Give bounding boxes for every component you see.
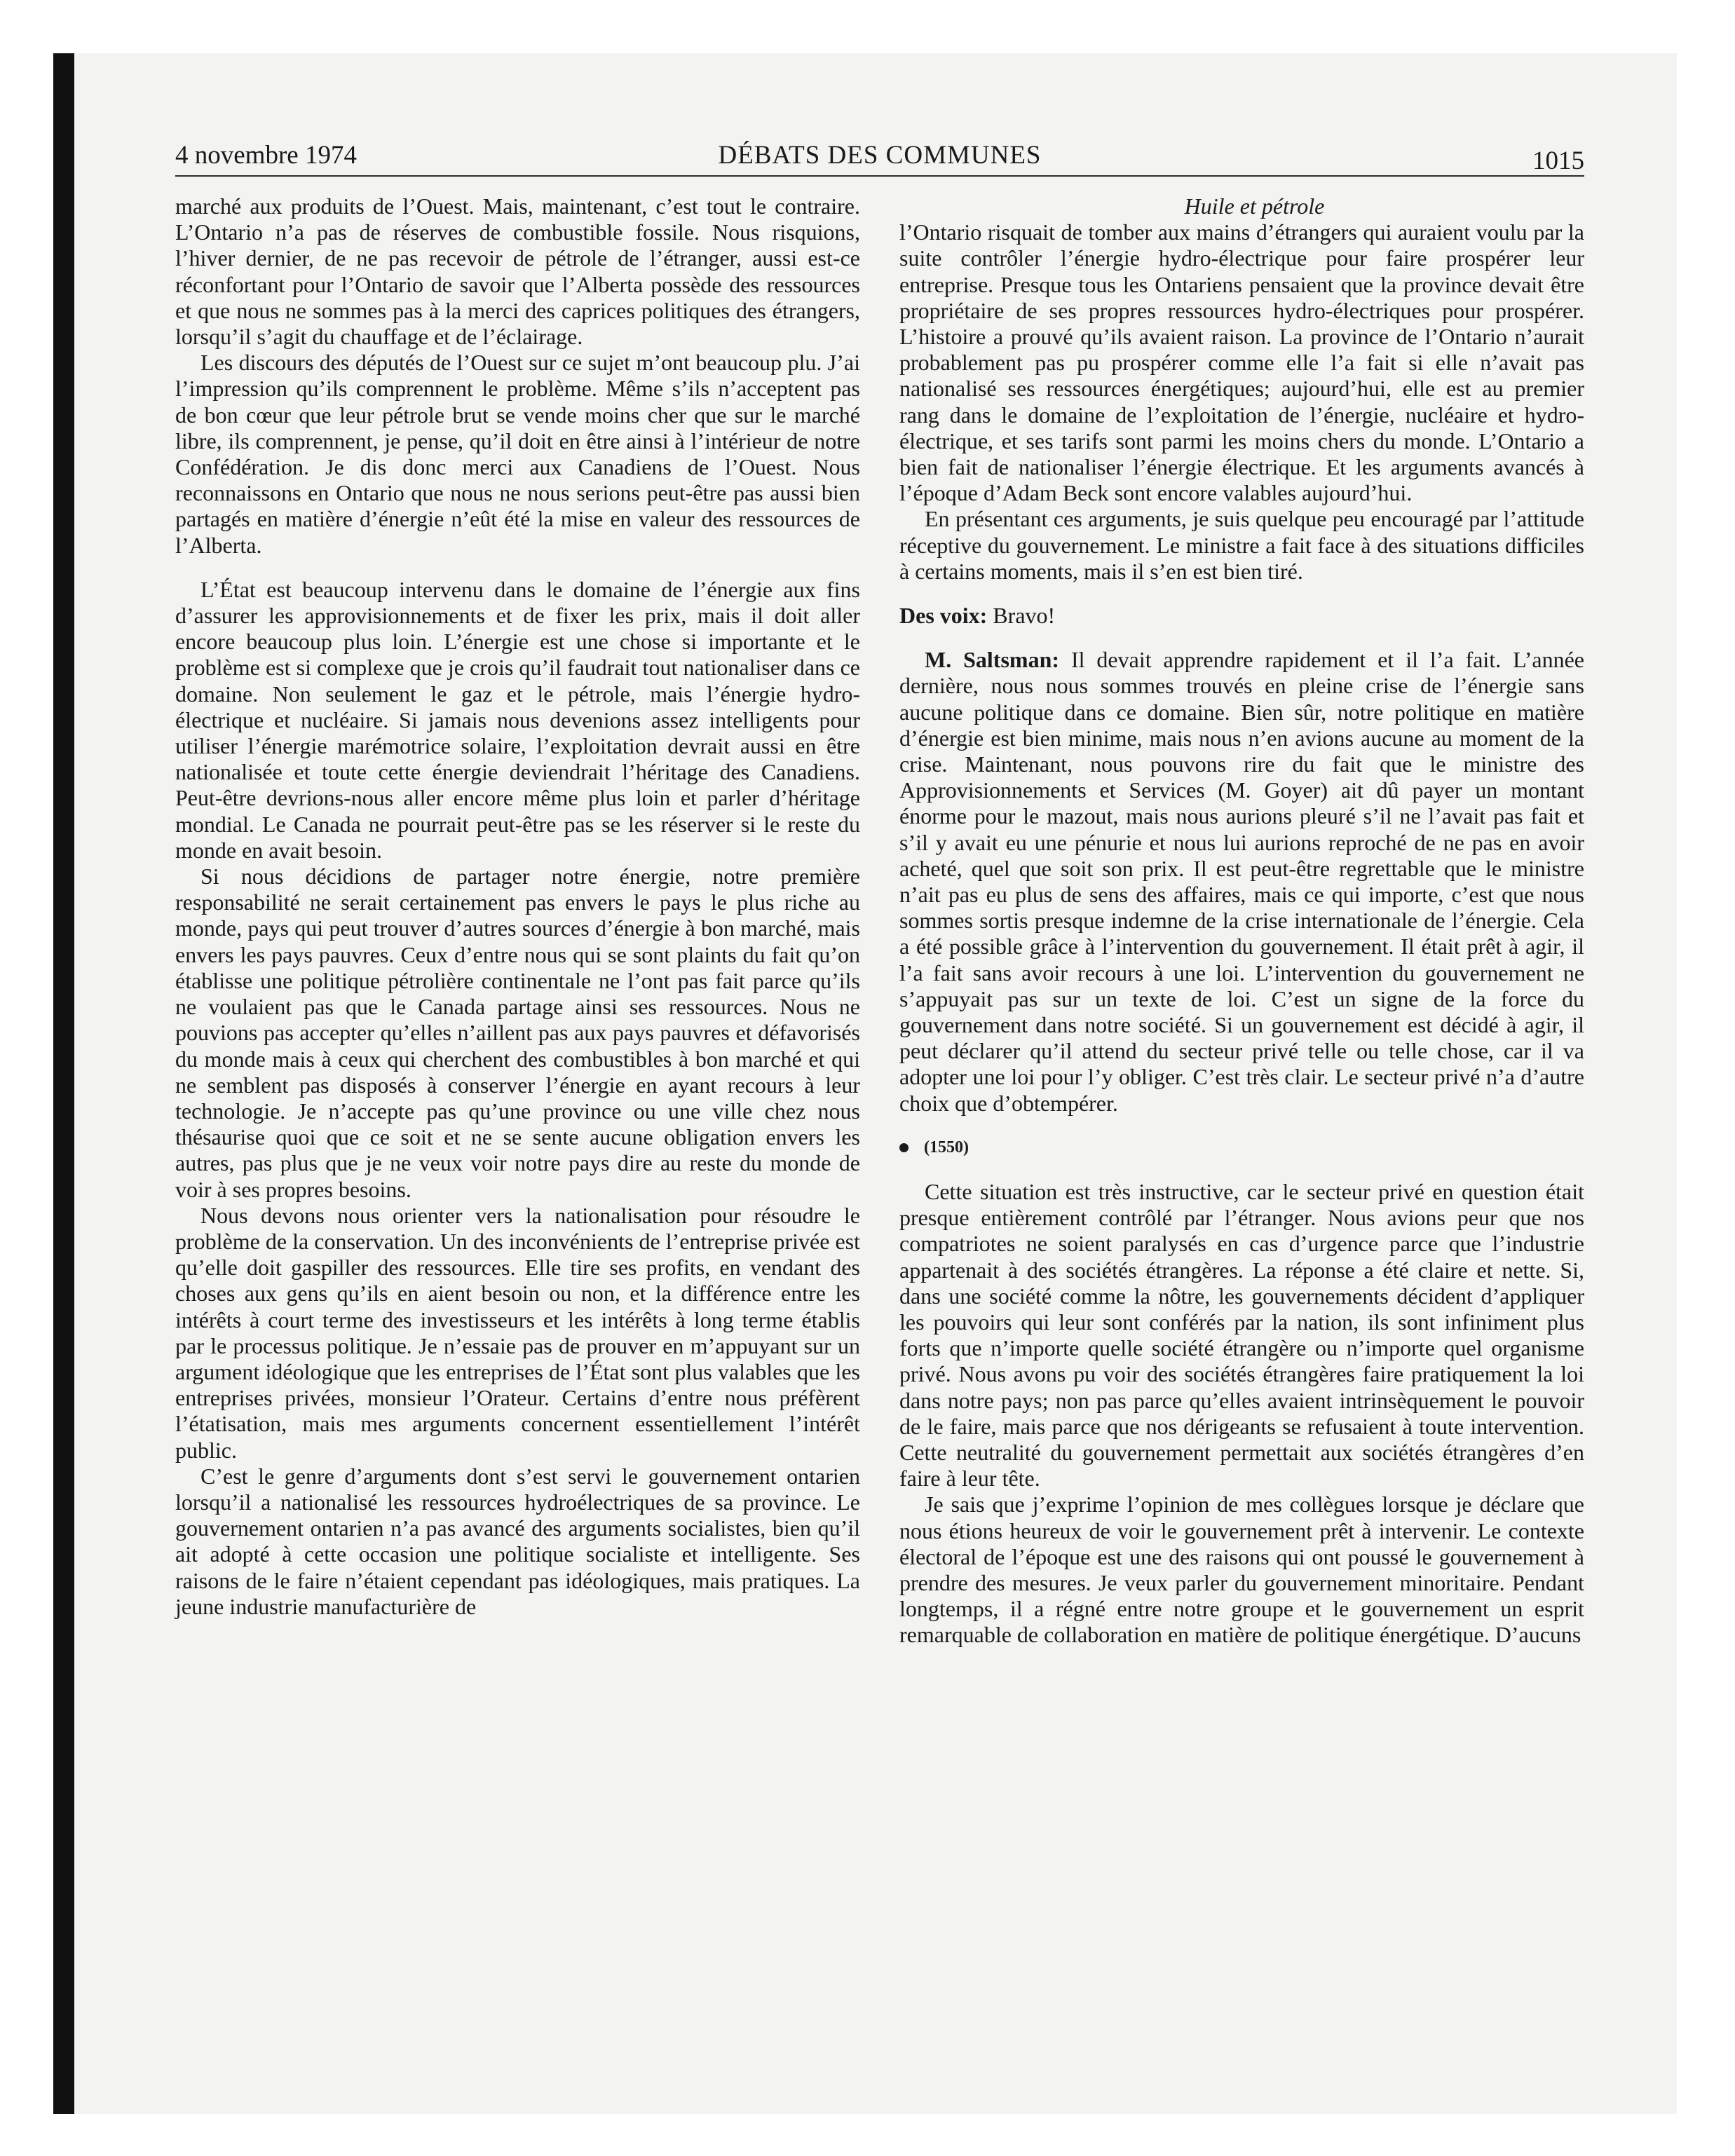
paragraph: L’État est beaucoup intervenu dans le domaine de l’énergie aux fins d’assurer les approvisionnements et de fixer les prix, mais il doit aller encore beaucoup plus loin. L’énergie est une chose si importante et le problème est si complexe que je crois qu’il faudrait tout nationaliser dans ce domaine. Non seulement le gaz et le pétrole, mais l’énergie hydro-électrique et nucléaire. Si jamais nous devenions assez intelligents pour utiliser l’énergie marémotrice solaire, l’exploitation devrait aussi en être nationalisée et toute cette énergie deviendrait l’héritage des Canadiens. Peut-être devrions-nous aller encore même plus loin et parler d’héritage mondial. Le Canada ne pourrait peut-être pas se les réserver si le reste du monde en avait besoin. [175, 576, 860, 863]
speaker-name: Des voix: [899, 603, 988, 629]
paragraph: l’Ontario risquait de tomber aux mains d’étrangers qui auraient voulu par la suite contrôler l’énergie hydro-électrique pour faire prospérer leur entreprise. Presque tous les Ontariens pensaient que la province devait être propriétaire de ses propres ressources hydro-électriques pour prospérer. L’histoire a prouvé qu’ils avaient raison. La province de l’Ontario n’aurait probablement pas pu prospérer comme elle l’a fait si elle n’avait pas nationalisé ses ressources énergétiques; aujourd’hui, elle est au premier rang dans le domaine de l’exploitation de l’énergie, nucléaire et hydro-électrique, et ses tarifs sont parmi les moins chers du monde. L’Ontario a bien fait de nationaliser l’énergie électrique. Et les arguments avancés à l’époque d’Adam Beck sont encore valables aujourd’hui. [899, 219, 1584, 506]
paragraph: C’est le genre d’arguments dont s’est servi le gouvernement ontarien lorsqu’il a nationalisé les ressources hydroélectriques de sa province. Le gouvernement ontarien n’a pas avancé des arguments socialistes, bien qu’il ait adopté à cette occasion une politique socialiste et intelligente. Ses raisons de le faire n’étaient cependant pas idéologiques, mais pratiques. La jeune industrie manufacturière de [175, 1463, 860, 1619]
speech-text: Il devait apprendre rapidement et il l’a fait. L’année dernière, nous nous sommes trouvés en pleine crise de l’énergie sans aucune politique dans ce domaine. Bien sûr, notre politique en matière d’énergie est bien minime, mais nous n’en avions aucune au moment de la crise. Maintenant, nous pouvons rire du fait que le ministre des Approvisionnements et Services (M. Goyer) ait dû payer un montant énorme pour le mazout, mais nous aurions pleuré s’il ne l’avait pas fait et s’il y avait eu une pénurie et nous lui aurions reproché de ne pas en avoir acheté, quel que soit son prix. Il est peut-être regrettable que le ministre n’ait pas eu plus de sens des affaires, mais ce qui importe, c’est que nous sommes sortis presque indemne de la crise internationale de l’énergie. Cela a été possible grâce à l’intervention du gouvernement. Il était prêt à agir, il l’a fait sans avoir recours à une loi. L’intervention du gouvernement ne s’appuyait pas sur un texte de loi. C’est un signe de la force du gouvernement dans notre société. Si un gouvernement est décidé à agir, il peut déclarer qu’il attend du secteur privé telle ou telle chose, car il va adopter une loi pour l’y obliger. C’est très clair. Le secteur privé n’a d’autre choix que d’obtempérer. [899, 647, 1585, 1116]
page-number: 1015 [1532, 146, 1584, 175]
timestamp: (1550) [924, 1138, 969, 1157]
paragraph: Je sais que j’exprime l’opinion de mes collègues lorsque je déclare que nous étions heureux de voir le gouvernement prêt à intervenir. Le contexte électoral de l’époque est une des raisons qui ont poussé le gouvernement à prendre des mesures. Je veux parler du gouvernement minoritaire. Pendant longtemps, il a régné entre notre groupe et le gouvernement un esprit remarquable de collaboration en matière de politique énergétique. D’aucuns [899, 1492, 1584, 1648]
paragraph: Les discours des députés de l’Ouest sur ce sujet m’ont beaucoup plu. J’ai l’impression qu’ils comprennent le problème. Même s’ils n’acceptent pas de bon cœur que leur pétrole brut se vende moins cher que sur le marché libre, ils comprennent, je pense, qu’il doit en être ainsi à l’intérieur de notre Confédération. Je dis donc merci aux Canadiens de l’Ouest. Nous reconnaissons en Ontario que nous ne nous serions peut-être pas aussi bien partagés en matière d’énergie n’eût été la mise en valeur des ressources de l’Alberta. [175, 350, 860, 558]
right-column [899, 193, 1584, 1649]
section-title: Huile et pétrole [1184, 193, 1325, 219]
paragraph: En présentant ces arguments, je suis quelque peu encouragé par l’attitude réceptive du gouvernement. Le ministre a fait face à des situations difficiles à certains moments, mais il s’en est bien tiré. [899, 506, 1584, 584]
paragraph: Si nous décidions de partager notre énergie, notre première responsabilité ne serait certainement pas envers le pays le plus riche au monde, pays qui peut trouver d’autres sources d’énergie à bon marché, mais envers les pays pauvres. Ceux d’entre nous qui se sont plaints du fait qu’on établisse une politique pétrolière continentale ne l’ont pas fait parce qu’ils ne voulaient pas que le Canada partage ainsi ses ressources. Nous ne pouvions pas accepter qu’elles n’aillent pas aux pays pauvres et défavorisés du monde mais à ceux qui cherchent des combustibles à bon marché et qui ne semblent pas disposés à conserver l’énergie en ayant recours à leur technologie. Je n’accepte pas qu’une province ou une ville chez nous thésaurise quoi que ce soit et ne se sente aucune obligation envers les autres, pas plus que je ne veux voir notre pays dire au reste du monde de voir à ses propres besoins. [175, 864, 860, 1202]
interjection [899, 603, 1584, 629]
header-date: 4 novembre 1974 [175, 141, 357, 170]
paragraph: Nous devons nous orienter vers la nationalisation pour résoudre le problème de la conservation. Un des inconvénients de l’entreprise privée est qu’elle doit gaspiller des ressources. Elle tire ses profits, en vendant des choses aux gens qu’ils en aient besoin ou non, et la différence entre les intérêts à court terme des investisseurs et les intérêts à long terme établis par le processus politique. Je n’essaie pas de prouver en m’appuyant sur un argument idéologique que les entreprises de l’État sont plus valables que les entreprises privées, monsieur l’Orateur. Certains d’entre nous préfèrent l’étatisation, mais mes arguments concernent essentiellement l’intérêt public. [175, 1202, 860, 1463]
bullet-icon [899, 1143, 909, 1152]
paragraph: Cette situation est très instructive, car le secteur privé en question était presque entièrement contrôlé par l’étranger. Nous avions peur que nos compatriotes ne soient paralysés en cas d’urgence parce que l’industrie appartenait à des sociétés étrangères. La réponse a été claire et nette. Si, dans une société comme la nôtre, les gouvernements décident d’appliquer les pouvoirs qui leur sont conférés par la nation, ils sont infiniment plus forts que n’importe quelle société étrangère ou n’importe quel organisme privé. Nous avons pu voir des sociétés étrangères faire pratiquement la loi dans notre pays; non pas parce qu’elles avaient intrinsèquement le pouvoir de le faire, mais parce que nos dérigeants se refusaient à toute intervention. Cette neutralité du gouvernement permettait aux sociétés étrangères d’en faire à leur tête. [899, 1178, 1584, 1492]
page-header [175, 139, 1584, 177]
scan-edge [53, 53, 74, 2114]
left-column [175, 193, 860, 1620]
speech-paragraph [899, 647, 1584, 1117]
interjection-text: Bravo! [987, 603, 1056, 629]
header-title: DÉBATS DES COMMUNES [718, 141, 1042, 170]
timestamp-marker [899, 1135, 1584, 1161]
speaker-name: M. Saltsman: [925, 647, 1060, 673]
paragraph: marché aux produits de l’Ouest. Mais, maintenant, c’est tout le contraire. L’Ontario n’a pas de réserves de combustible fossile. Nous risquions, l’hiver dernier, de ne pas recevoir de pétrole de l’étranger, aussi est-ce réconfortant pour l’Ontario de savoir que l’Alberta possède des ressources et que nous ne sommes pas à la merci des caprices politiques des étrangers, lorsqu’il s’agit du chauffage et de l’éclairage. [175, 193, 860, 350]
